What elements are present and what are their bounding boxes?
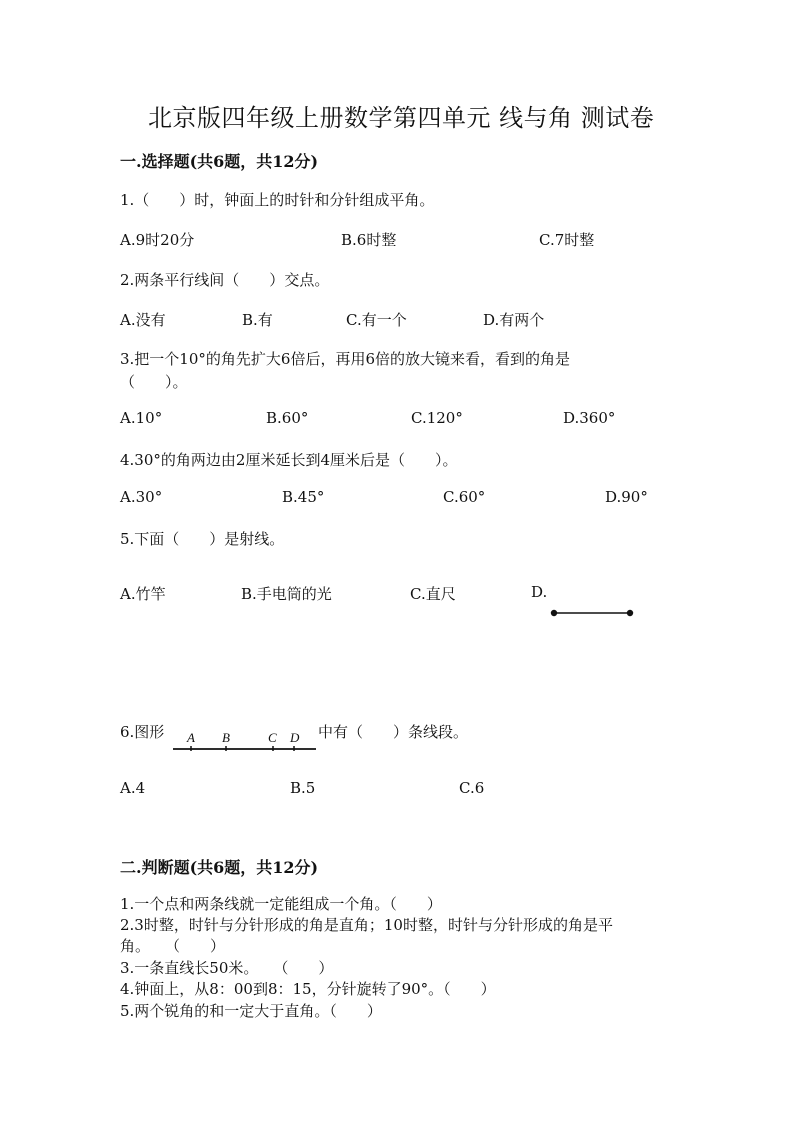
question-5-stem: 5.下面（ ）是射线。 <box>120 530 285 548</box>
question-3-option-c: C.120° <box>411 409 463 427</box>
question-1-stem: 1.（ ）时，钟面上的时针和分针组成平角。 <box>120 191 435 209</box>
point-label-a: A <box>187 730 195 745</box>
question-3-option-d: D.360° <box>563 409 616 427</box>
point-label-d: D <box>290 730 300 745</box>
question-6-option-b: B.5 <box>290 779 316 797</box>
question-3-stem-line2: （ ）。 <box>120 373 188 391</box>
section1-heading: 一.选择题(共6题，共12分) <box>120 152 319 171</box>
question-2-option-b: B.有 <box>242 311 273 329</box>
line-abcd-figure <box>170 728 320 756</box>
question-1-option-b: B.6时整 <box>341 231 397 249</box>
question-4-option-a: A.30° <box>120 488 163 506</box>
question-3-stem-line1: 3.把一个10°的角先扩大6倍后，再用6倍的放大镜来看，看到的角是 <box>120 350 570 368</box>
question-6-option-c: C.6 <box>459 779 485 797</box>
question-4-stem: 4.30°的角两边由2厘米延长到4厘米后是（ ）。 <box>120 451 458 469</box>
question-3-option-a: A.10° <box>120 409 163 427</box>
question-2-option-d: D.有两个 <box>483 311 545 329</box>
question-5-option-b: B.手电筒的光 <box>241 585 332 603</box>
judgment-item-4: 4.钟面上，从8：00到8：15，分针旋转了90°。（ ） <box>120 980 496 998</box>
judgment-item-1: 1.一个点和两条线就一定能组成一个角。（ ） <box>120 895 442 913</box>
question-4-option-c: C.60° <box>443 488 486 506</box>
question-4-option-d: D.90° <box>605 488 648 506</box>
question-1-option-c: C.7时整 <box>539 231 595 249</box>
question-5-option-c: C.直尺 <box>410 585 456 603</box>
segment-figure <box>548 606 638 620</box>
question-6-stem-after: 中有（ ）条线段。 <box>318 723 469 741</box>
question-2-option-c: C.有一个 <box>346 311 407 329</box>
question-2-option-a: A.没有 <box>120 311 166 329</box>
section2-heading: 二.判断题(共6题，共12分) <box>120 858 319 877</box>
judgment-item-2-line1: 2.3时整，时针与分针形成的角是直角；10时整，时针与分针形成的角是平 <box>120 916 613 934</box>
judgment-item-5: 5.两个锐角的和一定大于直角。（ ） <box>120 1002 382 1020</box>
question-1-option-a: A.9时20分 <box>120 231 195 249</box>
question-6-stem-before: 6.图形 <box>120 723 165 741</box>
question-5-option-d: D. <box>531 583 548 601</box>
question-3-option-b: B.60° <box>266 409 309 427</box>
question-2-stem: 2.两条平行线间（ ）交点。 <box>120 271 330 289</box>
judgment-item-3: 3.一条直线长50米。 （ ） <box>120 959 334 977</box>
point-label-c: C <box>268 730 277 745</box>
point-label-b: B <box>222 730 230 745</box>
question-4-option-b: B.45° <box>282 488 325 506</box>
page-title: 北京版四年级上册数学第四单元 线与角 测试卷 <box>148 104 655 132</box>
question-5-option-a: A.竹竿 <box>120 585 166 603</box>
question-6-option-a: A.4 <box>120 779 146 797</box>
judgment-item-2-line2: 角。 （ ） <box>120 937 226 955</box>
